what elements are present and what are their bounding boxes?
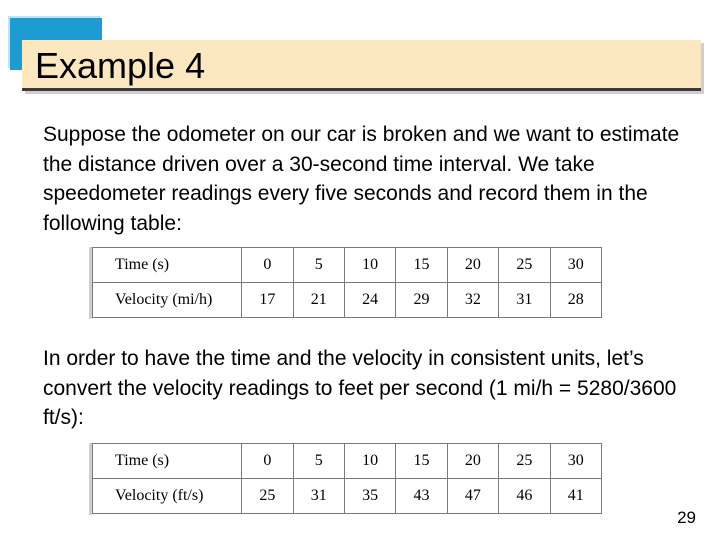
velocity-fts-table [92, 443, 602, 514]
intro-paragraph: Suppose the odometer on our car is broken and we want to estimate the distance driven over a 30-second time interval. We take speedometer readings every five seconds and record them in the following table: [43, 123, 680, 235]
velocity-cell: 24 [344, 283, 395, 318]
velocity-cell: 32 [447, 283, 498, 318]
time-row-label: Time (s) [93, 444, 242, 479]
time-cell: 25 [499, 248, 550, 283]
time-cell: 0 [242, 248, 293, 283]
table-row [93, 444, 602, 479]
time-cell: 0 [242, 444, 293, 479]
velocity-cell: 47 [447, 479, 498, 514]
slide-title: Example 4 [35, 45, 206, 86]
velocity-cell: 17 [242, 283, 293, 318]
velocity-cell: 21 [293, 283, 344, 318]
velocity-cell: 35 [344, 479, 395, 514]
table-row [93, 479, 602, 514]
conversion-paragraph: In order to have the time and the velocity in consistent units, let’s convert the velocity readings to feet per second (1 mi/h = 5280/3600 ft/s): [43, 347, 677, 429]
velocity-row-label: Velocity (mi/h) [93, 283, 242, 318]
velocity-cell: 41 [550, 479, 601, 514]
velocity-cell: 31 [293, 479, 344, 514]
time-cell: 25 [499, 444, 550, 479]
time-cell: 10 [344, 444, 395, 479]
time-cell: 10 [344, 248, 395, 283]
table-row [93, 283, 602, 318]
time-cell: 15 [396, 444, 447, 479]
velocity-cell: 46 [499, 479, 550, 514]
time-cell: 5 [293, 444, 344, 479]
velocity-row-label: Velocity (ft/s) [93, 479, 242, 514]
velocity-cell: 28 [550, 283, 601, 318]
velocity-cell: 43 [396, 479, 447, 514]
time-cell: 5 [293, 248, 344, 283]
time-cell: 30 [550, 444, 601, 479]
velocity-cell: 25 [242, 479, 293, 514]
velocity-mph-table [92, 247, 602, 318]
velocity-cell: 29 [396, 283, 447, 318]
velocity-cell: 31 [499, 283, 550, 318]
page-number: 29 [677, 508, 696, 527]
time-cell: 20 [447, 248, 498, 283]
table-row [93, 248, 602, 283]
time-row-label: Time (s) [93, 248, 242, 283]
time-cell: 15 [396, 248, 447, 283]
time-cell: 20 [447, 444, 498, 479]
time-cell: 30 [550, 248, 601, 283]
